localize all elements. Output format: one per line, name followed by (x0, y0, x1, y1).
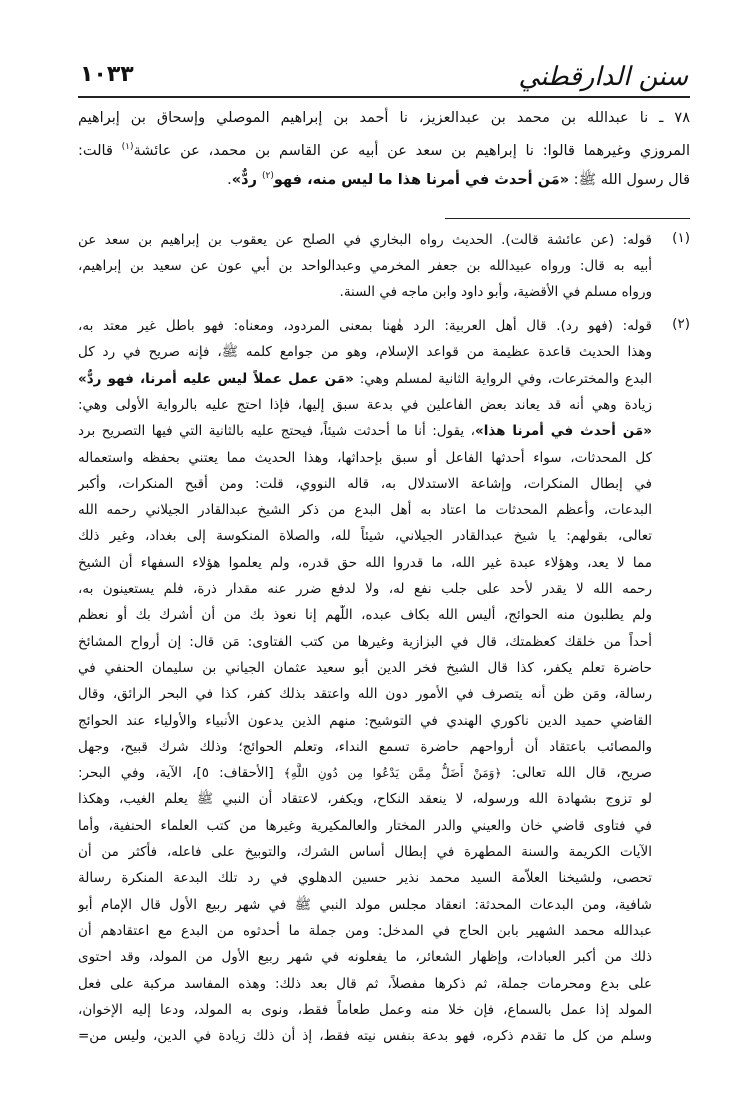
footnote-text: الآيات الكريمة والسنة المطهرة في إبطال أساس الشرك، والتوبيخ على فاعله، فأكثر من أن (78, 844, 652, 860)
footnote-line (78, 632, 652, 652)
hadith-quote: ردٌّ» (231, 171, 262, 188)
footnote-line (78, 789, 652, 809)
footnote-text: أحداً من خلقك كعظمتك، قال في البزازية وغيرها من كتب الفتاوى: مَن قال: إن أرواح المشائخ (78, 633, 652, 650)
hadith-line-2 (78, 136, 690, 162)
hadith-text: قال رسول الله ﷺ: (569, 171, 690, 188)
footnote-text: كل المحدثات، سواء أحدثها الفاعل أو سبق بإحداثها، وهذا الحديث مما يعتني بحفظه واستعماله (78, 449, 652, 466)
footnote-ref-2: (٢) (261, 171, 274, 181)
footnote-text: ورواه مسلم في الأقضية، وأبو داود وابن ماجه في السنة. (339, 284, 652, 300)
footnote-line (78, 553, 652, 573)
footnote-line (78, 1026, 652, 1046)
footnote-text: رسالة، ومَن ظن أنه يتصرف في الأمور دون الله واعتقد بذلك كفر، كذا في البحر الرائق، وقال (78, 686, 652, 703)
footnote-line (78, 500, 652, 520)
footnote-line (78, 868, 652, 888)
footnote-line (78, 737, 652, 757)
hadith-line-1: ٧٨ ـ نا عبدالله بن محمد بن عبدالعزيز، نا أحمد بن إبراهيم الموصلي وإسحاق بن إبراهيم (78, 110, 690, 126)
footnote-number: (١) (672, 230, 690, 246)
footnote-text: صريح، قال الله تعالى: (501, 765, 652, 782)
footnote-line (78, 947, 652, 967)
footnote-line (78, 395, 652, 415)
footnote-text: والمصائب باعتقاد أن أرواحهم حاضرة تسمع النداء، وتعلم الحوائج؛ وذلك شرك قبيح، وجهل (78, 738, 652, 755)
footnote-text: في إبطال المنكرات، وإشاعة الاستدلال به، قاله النووي، قلت: ومن أقبح المنكرات، وأكبر (78, 475, 652, 492)
footnote-line (78, 421, 652, 441)
footnote-line (78, 474, 652, 494)
footnote-line (78, 684, 652, 704)
footnote-text: البدع والمخترعات، وفي الرواية الثانية لمسلم وهي: (353, 370, 652, 387)
footnote-line (78, 816, 652, 836)
footnote-line (78, 1000, 652, 1020)
hadith-line-3 (78, 165, 690, 191)
footnote-number: (٢) (672, 316, 690, 332)
footnote-text: على بدع ومحرمات جملة، ثم ذكرها مفصلاً، ثم قال بعد ذلك: وهذه المفاسد مركبة على فعل (78, 975, 652, 992)
page-number: ١٠٣٣ (80, 62, 134, 87)
footnote-line (78, 369, 652, 389)
footnote-text: أبيه به قال: ورواه عبيدالله بن جعفر المخرمي وعبدالواحد بن أبي عون عن سعيد بن إبراهيم، (78, 258, 652, 274)
footnote-line (78, 605, 652, 625)
footnote-text: عبدالله محمد الشهير بابن الحاج في المدخل: ومن جملة ما أحدثوه من البدع مع اعتقادهم أن (78, 922, 652, 939)
footnote-text: زيادة وهي أنه قد يعاند بعض الفاعلين في بدعة سبق إليها، فإذا احتج عليه بالرواية الأولى وهي: (78, 396, 652, 413)
footnote-line (78, 974, 652, 994)
footnote-text: في فتاوى قاضي خان والعيني والدر المختار والعالمكيرية وغيرها من كتب العلماء الحنفية، وأما (78, 817, 652, 834)
footnote-line (78, 230, 652, 250)
footnote-line (78, 711, 652, 731)
footnote-text: ذلك من أكبر العبادات، وإظهار الشعائر، ما يفعلونه في شهر ربيع الأول من المولد، وقد احتوى (78, 949, 652, 966)
footnote-line (78, 282, 652, 302)
header-divider (78, 96, 690, 98)
footnote-line (78, 658, 652, 678)
footnote-line (78, 895, 652, 915)
footnote-line (78, 342, 652, 362)
footnote-text: تحصى، ولشيخنا العلاّمة السيد محمد نذير حسين الدهلوي في رد تلك البدعة المنكرة رسالة (78, 870, 652, 887)
footnote-text: لو تزوج بشهادة الله ورسوله، لا ينعقد النكاح، ويكفر، لاعتقاد أن النبي ﷺ يعلم الغيب، وهكذا (78, 791, 652, 808)
footnote-text: البدعات، وأعظم المحدثات ما اعتاد به أهل البدع من ذكر الشيخ عبدالقادر الجيلاني رحمه الله (78, 502, 652, 519)
footnote-text: تعالى، بقولهم: يا شيخ عبدالقادر الجيلاني، شيئاً لله، والصلاة المنكوسة إلى بغداد، وغير ذلك (78, 528, 652, 545)
footnote-text: قوله: (عن عائشة قالت). الحديث رواه البخاري في الصلح عن يعقوب بن إبراهيم بن سعد عن (78, 232, 652, 248)
footnote-line (78, 256, 652, 276)
bold-hadith-quote: «مَن عمل عملاً ليس عليه أمرنا، فهو ردٌّ» (78, 370, 354, 387)
book-title: سنن الدارقطني (518, 62, 688, 92)
footnote-text: رحمه الله لا يقدر لأحد على جلب نفع له، ولا لدفع ضرر عنه مقدار ذرة، فلم يستعينون به، (78, 581, 652, 597)
footnote-text: ولم يطلبون منه الحوائج، أليس الله بكاف عبده، اللّٰهم إنا نعوذ بك من أن أشرك بك أو نعظم (78, 607, 652, 624)
footnote-line (78, 316, 652, 336)
footnote-line (78, 526, 652, 546)
footnote-text: مما لا يعد، وهؤلاء عبدة غير الله، ما قدروا الله حق قدره، ولم يعلموا هؤلاء السفهاء أن الشيخ (78, 554, 652, 571)
footnote-text: القاضي حميد الدين ناكوري الهندي في التوشيح: منهم الذين يدعون الأنبياء والأولياء عند الحوائج (78, 712, 652, 729)
footnote-ref-1: (١) (121, 142, 134, 152)
quran-verse: ﴿وَمَنْ أَضَلُّ مِمَّن يَدْعُوا مِن دُونِ اللَّهِ﴾ (283, 766, 502, 781)
footnote-line (78, 921, 652, 941)
hadith-quote: «مَن أحدث في أمرنا هذا ما ليس منه، فهو (273, 171, 570, 188)
hadith-text: المروزي وغيرهما قالوا: نا إبراهيم بن سعد عن أبيه عن القاسم بن محمد، عن عائشة (133, 142, 690, 159)
footnote-text: وهذا الحديث قاعدة عظيمة من قواعد الإسلام، وهو من جوامع كلمه ﷺ، فإنه صريح في رد كل (78, 344, 652, 361)
quran-reference: [الأحقاف: ٥]، الآية، وفي البحر: (78, 765, 284, 782)
footnote-text: حاضرة تعلم يكفر، كذا قال الشيخ فخر الدين أبو سعيد عثمان الجياني بن سليمان الحنفي في (78, 659, 652, 676)
footnote-text: شافية، ومن البدعات المحدثة: انعقاد مجلس مولد النبي ﷺ في شهر ربيع الأول قال الإمام أبو (78, 896, 652, 913)
footnote-text: وسلم من كل ما تقدم ذكره، فهو بدعة بنفس نيته فقط، إذ أن ذلك زيادة في الدين، وليس من= (78, 1028, 652, 1045)
footnote-divider (445, 218, 690, 219)
footnote-line (78, 579, 652, 599)
hadith-text: . (227, 171, 232, 188)
footnote-text: ، يقول: أنا ما أحدثت شيئاً، فيحتج عليه بالثانية التي فيها التصريح برد (78, 423, 475, 440)
footnote-line (78, 763, 652, 783)
hadith-text: قالت: (78, 142, 122, 159)
bold-hadith-quote: «مَن أحدث في أمرنا هذا» (474, 423, 652, 440)
footnote-line (78, 448, 652, 468)
footnote-text: المولد إذا عمل بالسماع، فإن خلا منه وعمل طعاماً فقط، ونوى به المولد، ودعا إليه الإخوان، (78, 1001, 652, 1018)
footnote-line (78, 842, 652, 862)
footnote-text: قوله: (فهو رد). قال أهل العربية: الرد هٰهنا بمعنى المردود، ومعناه: فهو باطل غير معتد به، (78, 318, 652, 334)
